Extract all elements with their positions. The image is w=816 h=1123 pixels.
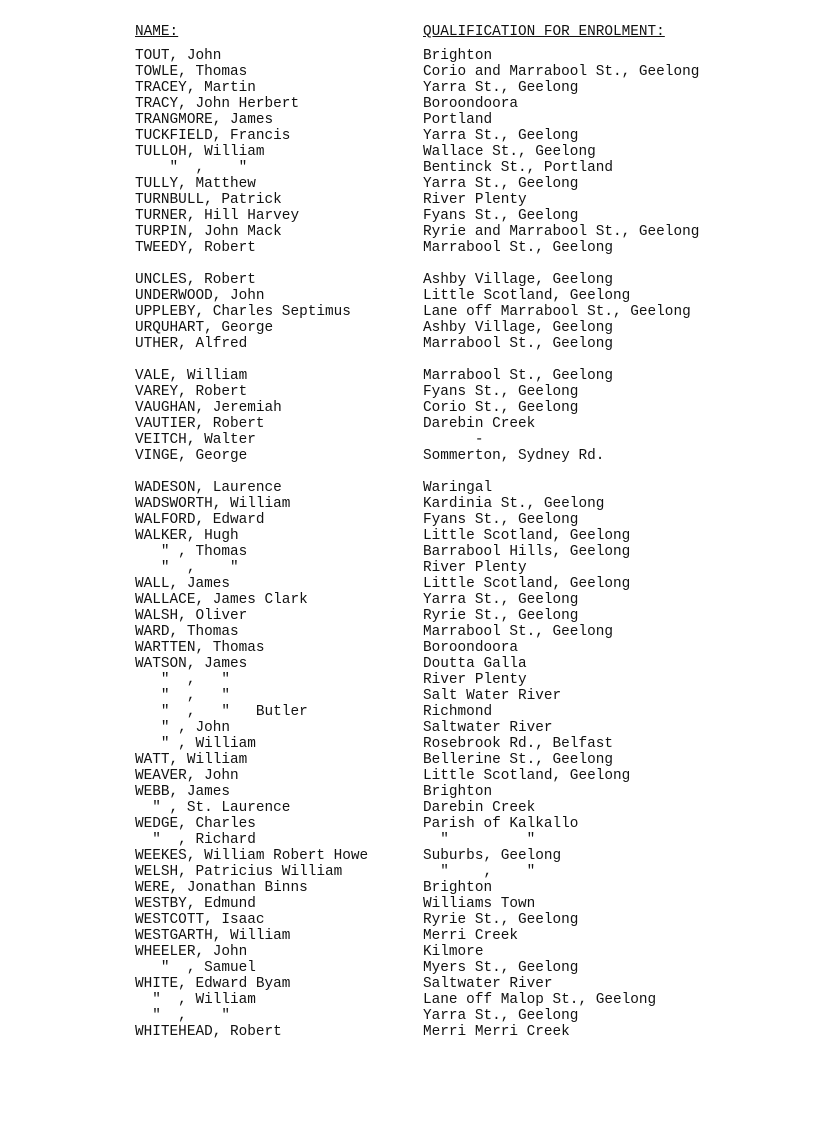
- list-item: [0, 160, 816, 176]
- entry-qualification: Brighton: [423, 48, 493, 64]
- entry-name: TRACEY, Martin: [135, 80, 256, 96]
- entry-name: TULLOH, William: [135, 144, 265, 160]
- entry-qualification: Saltwater River: [423, 976, 553, 992]
- list-item: [0, 832, 816, 848]
- list-item: [0, 944, 816, 960]
- list-item: [0, 736, 816, 752]
- entry-qualification: Fyans St., Geelong: [423, 384, 579, 400]
- entry-qualification: Salt Water River: [423, 688, 562, 704]
- list-item: [0, 656, 816, 672]
- entry-qualification: River Plenty: [423, 192, 527, 208]
- entry-name: WALFORD, Edward: [135, 512, 265, 528]
- entry-qualification: Fyans St., Geelong: [423, 208, 579, 224]
- entry-qualification: Ryrie and Marrabool St., Geelong: [423, 224, 700, 240]
- entry-qualification: Richmond: [423, 704, 493, 720]
- entry-qualification: Parish of Kalkallo: [423, 816, 579, 832]
- entry-qualification: Boroondoora: [423, 640, 518, 656]
- entry-qualification: Yarra St., Geelong: [423, 592, 579, 608]
- list-item: [0, 768, 816, 784]
- list-item: [0, 704, 816, 720]
- list-item: [0, 992, 816, 1008]
- entry-name: WADESON, Laurence: [135, 480, 282, 496]
- entry-name: WALLACE, James Clark: [135, 592, 308, 608]
- list-item: [0, 960, 816, 976]
- entry-qualification: Kilmore: [423, 944, 484, 960]
- entry-qualification: Darebin Creek: [423, 800, 536, 816]
- entry-name: WHEELER, John: [135, 944, 248, 960]
- entry-name: WELSH, Patricius William: [135, 864, 343, 880]
- entry-qualification: Marrabool St., Geelong: [423, 336, 613, 352]
- list-item: [0, 368, 816, 384]
- entry-qualification: Lane off Malop St., Geelong: [423, 992, 657, 1008]
- header-name: NAME:: [135, 24, 179, 40]
- entry-qualification: River Plenty: [423, 560, 527, 576]
- list-item: [0, 752, 816, 768]
- entry-name: WESTBY, Edmund: [135, 896, 256, 912]
- entry-qualification: Little Scotland, Geelong: [423, 528, 631, 544]
- entry-qualification: Portland: [423, 112, 493, 128]
- entry-name: TULLY, Matthew: [135, 176, 256, 192]
- entry-name: VEITCH, Walter: [135, 432, 256, 448]
- list-item: [0, 48, 816, 64]
- entry-name: VAREY, Robert: [135, 384, 248, 400]
- header-qualification: QUALIFICATION FOR ENROLMENT:: [423, 24, 665, 40]
- list-item: [0, 464, 816, 480]
- list-item: [0, 896, 816, 912]
- list-item: [0, 320, 816, 336]
- list-item: [0, 624, 816, 640]
- list-item: [0, 432, 816, 448]
- entry-name: TRACY, John Herbert: [135, 96, 300, 112]
- entry-name: TURNER, Hill Harvey: [135, 208, 300, 224]
- entry-name: " , Samuel: [135, 960, 256, 976]
- entry-qualification: River Plenty: [423, 672, 527, 688]
- list-item: [0, 576, 816, 592]
- list-item: [0, 720, 816, 736]
- list-item: [0, 1008, 816, 1024]
- entry-name: " , Thomas: [135, 544, 248, 560]
- entry-name: " , William: [135, 736, 256, 752]
- entry-name: WESTCOTT, Isaac: [135, 912, 265, 928]
- list-item: [0, 912, 816, 928]
- list-item: [0, 400, 816, 416]
- entry-qualification: -: [423, 432, 484, 448]
- entry-qualification: Corio St., Geelong: [423, 400, 579, 416]
- list-item: [0, 496, 816, 512]
- entry-qualification: Marrabool St., Geelong: [423, 240, 613, 256]
- list-item: [0, 112, 816, 128]
- entry-qualification: Merri Merri Creek: [423, 1024, 570, 1040]
- entry-name: WATSON, James: [135, 656, 248, 672]
- entry-name: TRANGMORE, James: [135, 112, 274, 128]
- entry-name: " , Richard: [135, 832, 256, 848]
- entry-qualification: Doutta Galla: [423, 656, 527, 672]
- entry-qualification: Lane off Marrabool St., Geelong: [423, 304, 691, 320]
- entry-name: " , ": [135, 560, 239, 576]
- list-item: [0, 864, 816, 880]
- list-item: [0, 560, 816, 576]
- list-item: [0, 608, 816, 624]
- entry-qualification: Ashby Village, Geelong: [423, 272, 613, 288]
- entry-name: UNDERWOOD, John: [135, 288, 265, 304]
- entry-name: WATT, William: [135, 752, 248, 768]
- list-item: [0, 128, 816, 144]
- list-item: [0, 688, 816, 704]
- entry-qualification: " ": [423, 832, 536, 848]
- list-item: [0, 208, 816, 224]
- entry-qualification: Marrabool St., Geelong: [423, 368, 613, 384]
- list-item: [0, 928, 816, 944]
- list-item: [0, 192, 816, 208]
- entry-name: WEDGE, Charles: [135, 816, 256, 832]
- entry-name: WALSH, Oliver: [135, 608, 248, 624]
- entry-name: WARTTEN, Thomas: [135, 640, 265, 656]
- entry-name: UNCLES, Robert: [135, 272, 256, 288]
- entry-qualification: Yarra St., Geelong: [423, 176, 579, 192]
- list-item: [0, 352, 816, 368]
- entry-qualification: Fyans St., Geelong: [423, 512, 579, 528]
- entry-name: TURNBULL, Patrick: [135, 192, 282, 208]
- entry-name: WESTGARTH, William: [135, 928, 291, 944]
- entry-name: WHITEHEAD, Robert: [135, 1024, 282, 1040]
- list-item: [0, 224, 816, 240]
- entry-qualification: Brighton: [423, 784, 493, 800]
- entry-qualification: Suburbs, Geelong: [423, 848, 562, 864]
- entry-qualification: Little Scotland, Geelong: [423, 576, 631, 592]
- entry-qualification: Brighton: [423, 880, 493, 896]
- entry-name: WALKER, Hugh: [135, 528, 239, 544]
- list-item: [0, 176, 816, 192]
- list-item: [0, 512, 816, 528]
- entry-name: UTHER, Alfred: [135, 336, 248, 352]
- list-item: [0, 384, 816, 400]
- entry-qualification: " , ": [423, 864, 536, 880]
- entry-qualification: Rosebrook Rd., Belfast: [423, 736, 613, 752]
- entry-name: WALL, James: [135, 576, 230, 592]
- entry-name: VALE, William: [135, 368, 248, 384]
- entry-qualification: Little Scotland, Geelong: [423, 768, 631, 784]
- entry-name: " , " Butler: [135, 704, 308, 720]
- list-item: [0, 272, 816, 288]
- entry-qualification: Ashby Village, Geelong: [423, 320, 613, 336]
- entry-qualification: Boroondoora: [423, 96, 518, 112]
- entry-name: WARD, Thomas: [135, 624, 239, 640]
- list-item: [0, 288, 816, 304]
- list-item: [0, 592, 816, 608]
- entry-name: UPPLEBY, Charles Septimus: [135, 304, 351, 320]
- enrolment-list: [0, 48, 816, 1040]
- list-item: [0, 80, 816, 96]
- entry-name: " , ": [135, 160, 248, 176]
- list-item: [0, 448, 816, 464]
- list-item: [0, 144, 816, 160]
- entry-qualification: Yarra St., Geelong: [423, 128, 579, 144]
- entry-qualification: Saltwater River: [423, 720, 553, 736]
- list-item: [0, 784, 816, 800]
- list-item: [0, 672, 816, 688]
- entry-name: VINGE, George: [135, 448, 248, 464]
- entry-name: TWEEDY, Robert: [135, 240, 256, 256]
- entry-qualification: Marrabool St., Geelong: [423, 624, 613, 640]
- entry-name: TOUT, John: [135, 48, 222, 64]
- list-item: [0, 336, 816, 352]
- entry-name: " , St. Laurence: [135, 800, 291, 816]
- entry-name: VAUGHAN, Jeremiah: [135, 400, 282, 416]
- entry-name: WEEKES, William Robert Howe: [135, 848, 369, 864]
- entry-qualification: Merri Creek: [423, 928, 518, 944]
- list-item: [0, 880, 816, 896]
- entry-qualification: Wallace St., Geelong: [423, 144, 596, 160]
- entry-name: VAUTIER, Robert: [135, 416, 265, 432]
- entry-qualification: Corio and Marrabool St., Geelong: [423, 64, 700, 80]
- entry-qualification: Ryrie St., Geelong: [423, 912, 579, 928]
- entry-name: WADSWORTH, William: [135, 496, 291, 512]
- list-item: [0, 240, 816, 256]
- list-item: [0, 64, 816, 80]
- list-item: [0, 96, 816, 112]
- entry-qualification: Yarra St., Geelong: [423, 80, 579, 96]
- entry-name: " , ": [135, 672, 230, 688]
- entry-name: URQUHART, George: [135, 320, 274, 336]
- entry-qualification: Barrabool Hills, Geelong: [423, 544, 631, 560]
- entry-name: WHITE, Edward Byam: [135, 976, 291, 992]
- entry-qualification: Waringal: [423, 480, 493, 496]
- entry-name: TUCKFIELD, Francis: [135, 128, 291, 144]
- entry-qualification: Bentinck St., Portland: [423, 160, 613, 176]
- list-item: [0, 480, 816, 496]
- list-item: [0, 848, 816, 864]
- entry-qualification: Yarra St., Geelong: [423, 1008, 579, 1024]
- entry-name: " , ": [135, 688, 230, 704]
- list-item: [0, 544, 816, 560]
- list-item: [0, 304, 816, 320]
- entry-qualification: Darebin Creek: [423, 416, 536, 432]
- entry-name: TURPIN, John Mack: [135, 224, 282, 240]
- entry-qualification: Williams Town: [423, 896, 536, 912]
- entry-name: WEAVER, John: [135, 768, 239, 784]
- list-item: [0, 800, 816, 816]
- entry-qualification: Myers St., Geelong: [423, 960, 579, 976]
- list-item: [0, 416, 816, 432]
- list-item: [0, 976, 816, 992]
- list-item: [0, 816, 816, 832]
- list-item: [0, 640, 816, 656]
- entry-name: TOWLE, Thomas: [135, 64, 248, 80]
- entry-qualification: Little Scotland, Geelong: [423, 288, 631, 304]
- entry-name: " , William: [135, 992, 256, 1008]
- list-item: [0, 528, 816, 544]
- list-item: [0, 256, 816, 272]
- entry-name: WERE, Jonathan Binns: [135, 880, 308, 896]
- entry-name: " , ": [135, 1008, 230, 1024]
- entry-name: WEBB, James: [135, 784, 230, 800]
- entry-qualification: Bellerine St., Geelong: [423, 752, 613, 768]
- entry-qualification: Ryrie St., Geelong: [423, 608, 579, 624]
- entry-name: " , John: [135, 720, 230, 736]
- entry-qualification: Kardinia St., Geelong: [423, 496, 605, 512]
- entry-qualification: Sommerton, Sydney Rd.: [423, 448, 605, 464]
- list-item: [0, 1024, 816, 1040]
